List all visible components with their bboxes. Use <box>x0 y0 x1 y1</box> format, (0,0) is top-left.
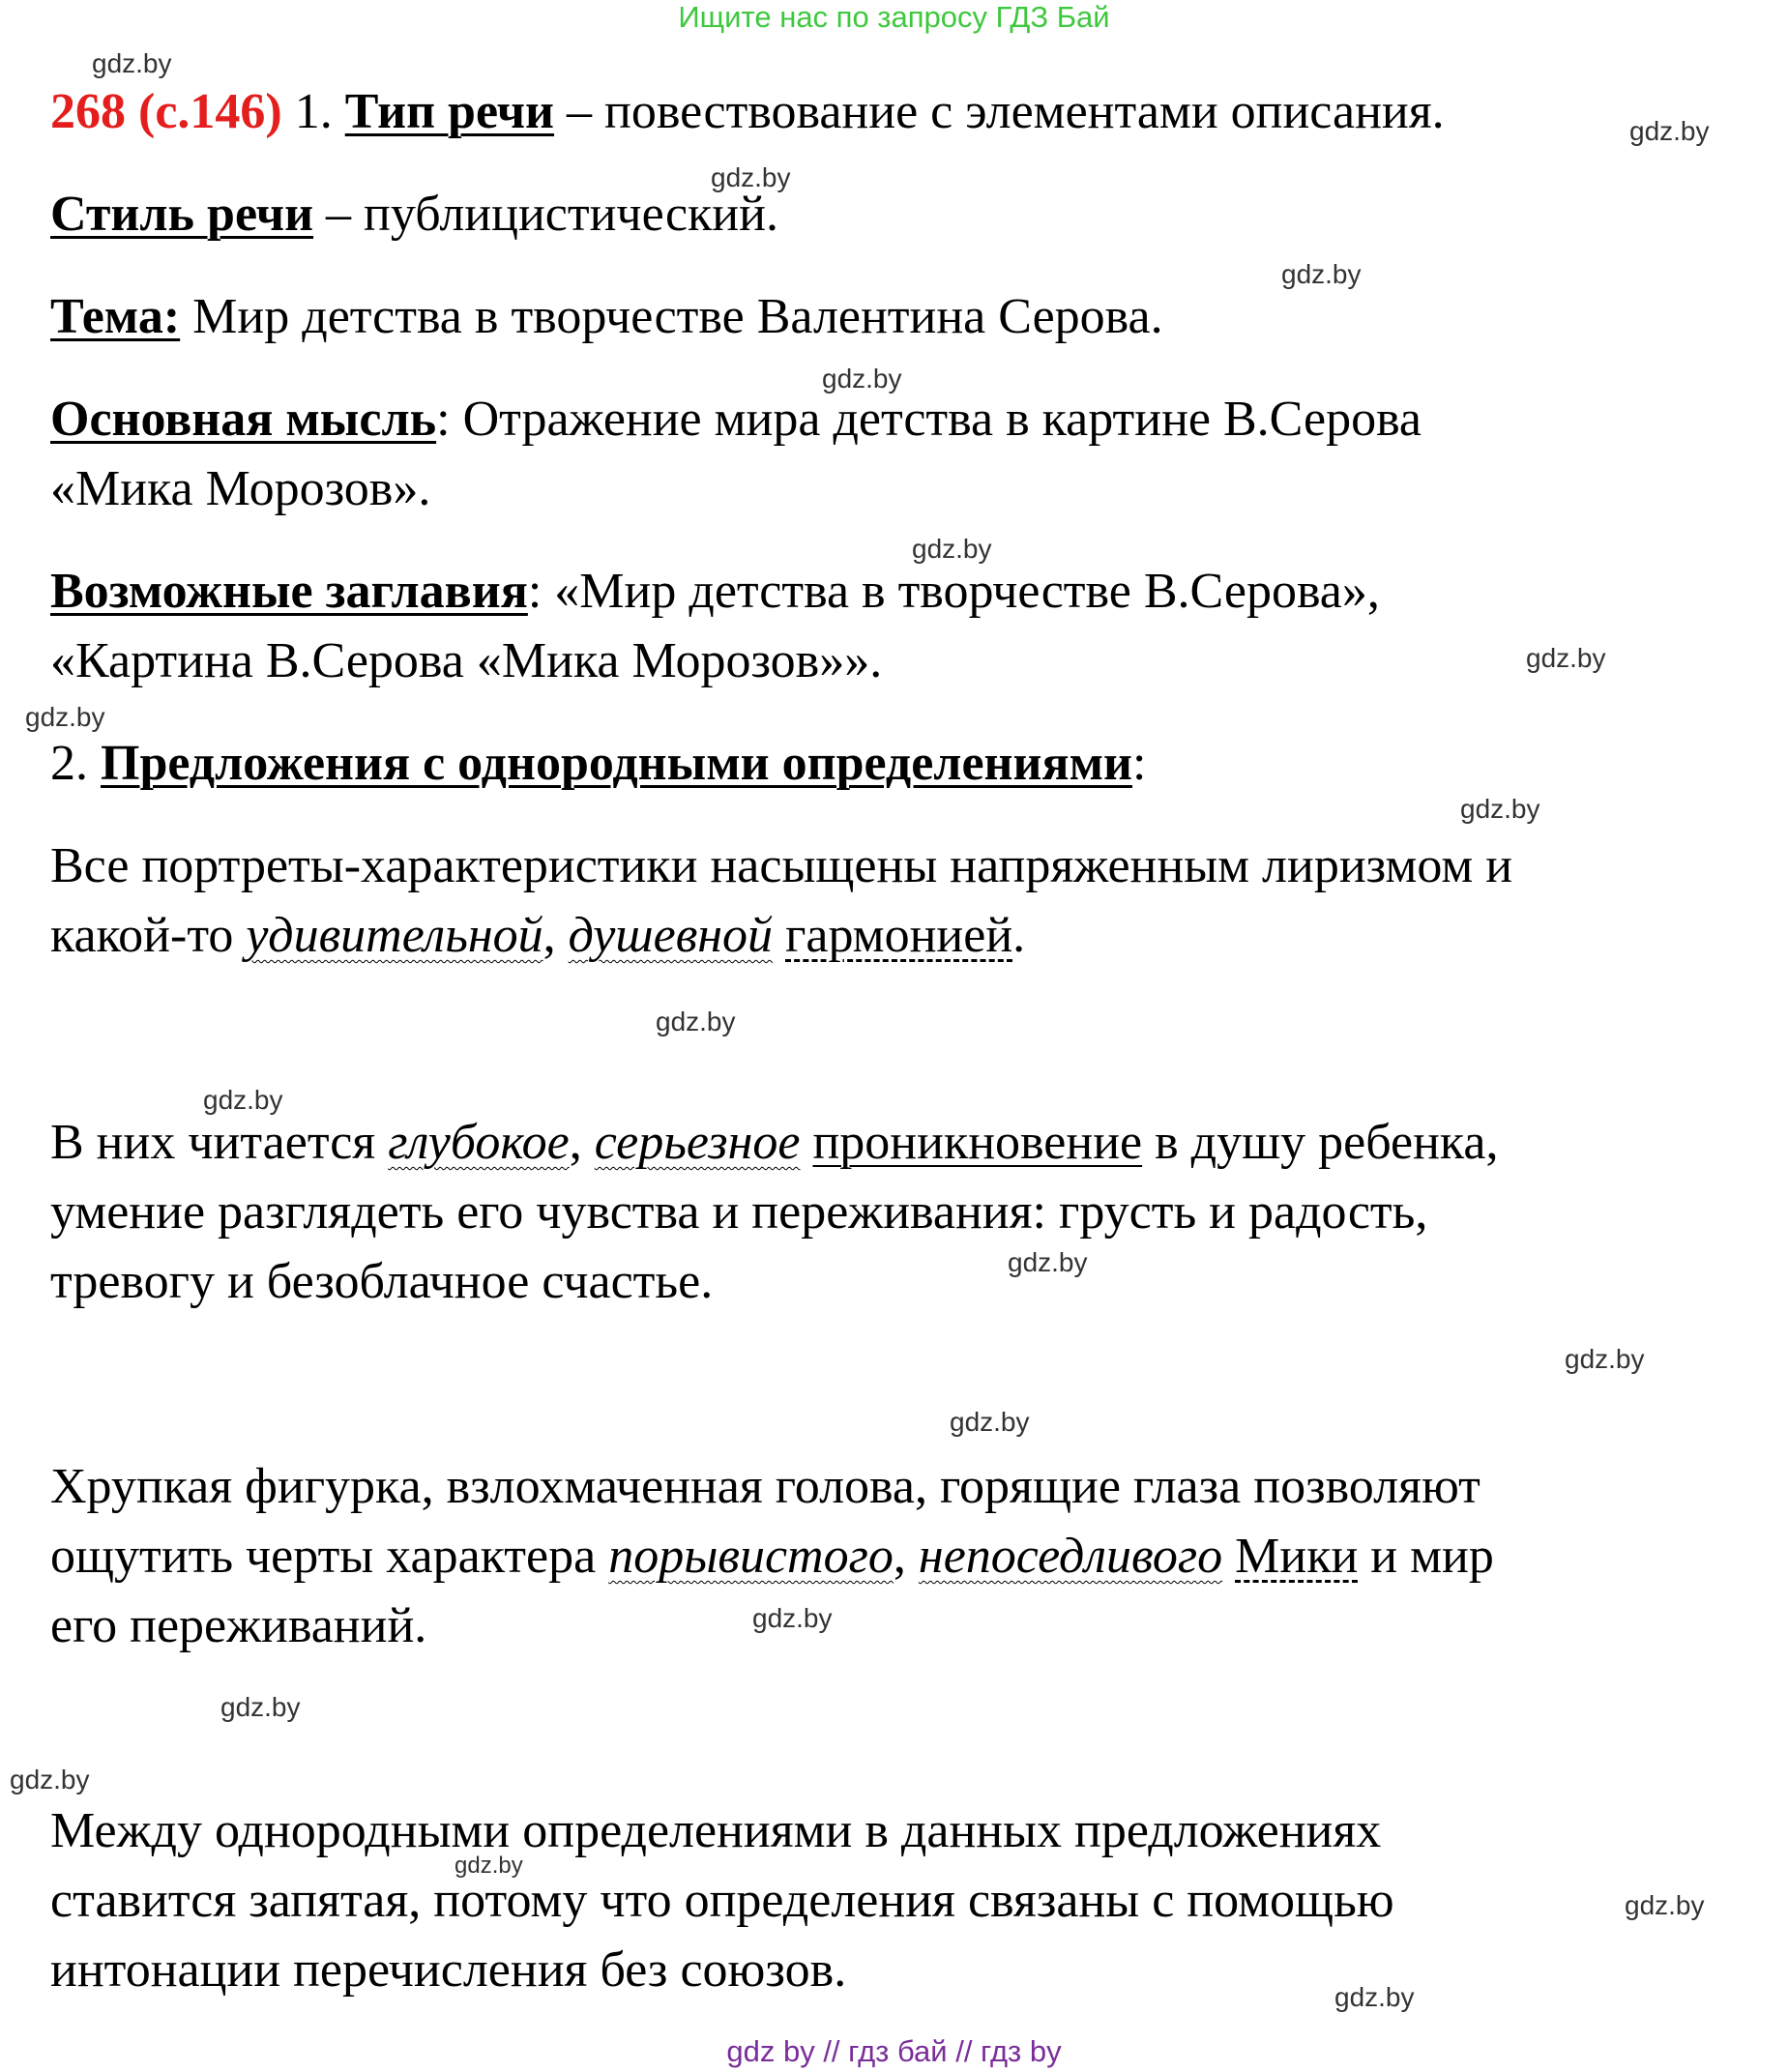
conclusion-line2: ставится запятая, потому что определения связаны с помощью <box>50 1873 1394 1928</box>
noun-word: проникновение <box>812 1115 1143 1170</box>
watermark: gdz.by <box>1526 643 1606 673</box>
item-number: 1. <box>294 84 333 139</box>
definition-word: душевной <box>568 908 774 963</box>
type-value: – повествование с элементами описания. <box>554 84 1445 139</box>
bottom-banner: gdz by // гдз бай // гдз by <box>726 2034 1062 2068</box>
watermark: gdz.by <box>912 534 992 564</box>
watermark: gdz.by <box>711 162 791 192</box>
task-line-idea <box>50 391 1422 449</box>
titles-value: : «Мир детства в творчестве В.Серова», <box>527 564 1380 619</box>
watermark: gdz.by <box>220 1692 301 1722</box>
sentence1-line1: Все портреты-характеристики насыщены напряженным лиризмом и <box>50 838 1513 893</box>
type-label: Тип речи <box>344 84 555 139</box>
style-value: – публицистический. <box>313 187 778 242</box>
top-banner: Ищите нас по запросу ГДЗ Бай <box>678 0 1110 34</box>
noun-word: Мики <box>1235 1529 1359 1584</box>
idea-value: : Отражение мира детства в картине В.Серова <box>436 392 1422 447</box>
sentence-text: , <box>569 1115 595 1170</box>
sentence-text: какой-то <box>50 908 247 963</box>
sentence-text: , <box>893 1529 919 1584</box>
titles-label: Возможные заглавия <box>50 564 528 619</box>
sentence-text: в душу ребенка, <box>1142 1115 1499 1170</box>
conclusion-line1: Между однородными определениями в данных предложениях <box>50 1803 1382 1858</box>
sentence1-line2 <box>50 907 1025 965</box>
sentence3-line1: Хрупкая фигурка, взлохмаченная голова, горящие глаза позволяют <box>50 1459 1480 1514</box>
watermark: gdz.by <box>1281 259 1362 289</box>
definition-word: серьезное <box>594 1115 801 1170</box>
watermark: gdz.by <box>1629 116 1710 146</box>
theme-label: Тема: <box>50 289 181 344</box>
item-number: 2. <box>50 736 88 791</box>
watermark: gdz.by <box>752 1603 833 1633</box>
sentence-text <box>1222 1529 1235 1584</box>
sentence-text <box>800 1115 812 1170</box>
sentence-text: . <box>1012 908 1026 963</box>
sentence3-line2 <box>50 1528 1494 1586</box>
sentence2-line3: тревогу и безоблачное счастье. <box>50 1254 714 1309</box>
watermark: gdz.by <box>1460 794 1540 824</box>
watermark: gdz.by <box>203 1085 283 1115</box>
sentence3-line3: его переживаний. <box>50 1598 427 1653</box>
sentence-text: , <box>542 908 569 963</box>
noun-word: гармонией <box>785 908 1013 963</box>
watermark: gdz.by <box>92 48 172 78</box>
sentence-text <box>773 908 785 963</box>
task-line-style <box>50 186 778 244</box>
task-number: 268 (с.146) <box>50 84 282 139</box>
task-line-type <box>50 83 1445 141</box>
watermark: gdz.by <box>1565 1344 1645 1374</box>
watermark: gdz.by <box>656 1007 736 1036</box>
sentence2-line2: умение разглядеть его чувства и переживания: грусть и радость, <box>50 1184 1428 1240</box>
idea-value-cont: «Мика Морозов». <box>50 461 431 516</box>
watermark: gdz.by <box>1008 1247 1088 1277</box>
watermark: gdz.by <box>10 1765 90 1795</box>
theme-value: Мир детства в творчестве Валентина Серова. <box>180 289 1163 344</box>
sentences-label: Предложения с однородными определениями <box>101 736 1132 791</box>
titles-value-cont: «Картина В.Серова «Мика Морозов»». <box>50 633 883 688</box>
definition-word: глубокое <box>388 1115 570 1170</box>
sentences-colon: : <box>1131 736 1147 791</box>
sentence2-line1 <box>50 1114 1498 1172</box>
watermark: gdz.by <box>1334 1982 1415 2012</box>
style-label: Стиль речи <box>50 187 314 242</box>
watermark: gdz.by <box>25 702 105 732</box>
watermark: gdz.by <box>950 1407 1030 1437</box>
definition-word: удивительной <box>246 908 543 963</box>
task-line-theme <box>50 288 1163 346</box>
task-line-sentences <box>50 735 1146 793</box>
sentence-text: ощутить черты характера <box>50 1529 609 1584</box>
conclusion-line3: интонации перечисления без союзов. <box>50 1942 847 1998</box>
watermark: gdz.by <box>454 1853 523 1879</box>
idea-label: Основная мысль <box>50 392 437 447</box>
sentence-text: и мир <box>1358 1529 1494 1584</box>
task-line-titles <box>50 563 1380 621</box>
definition-word: порывистого <box>608 1529 894 1584</box>
definition-word: непоседливого <box>918 1529 1223 1584</box>
watermark: gdz.by <box>1625 1890 1705 1920</box>
sentence-text: В них читается <box>50 1115 389 1170</box>
watermark: gdz.by <box>822 364 902 394</box>
